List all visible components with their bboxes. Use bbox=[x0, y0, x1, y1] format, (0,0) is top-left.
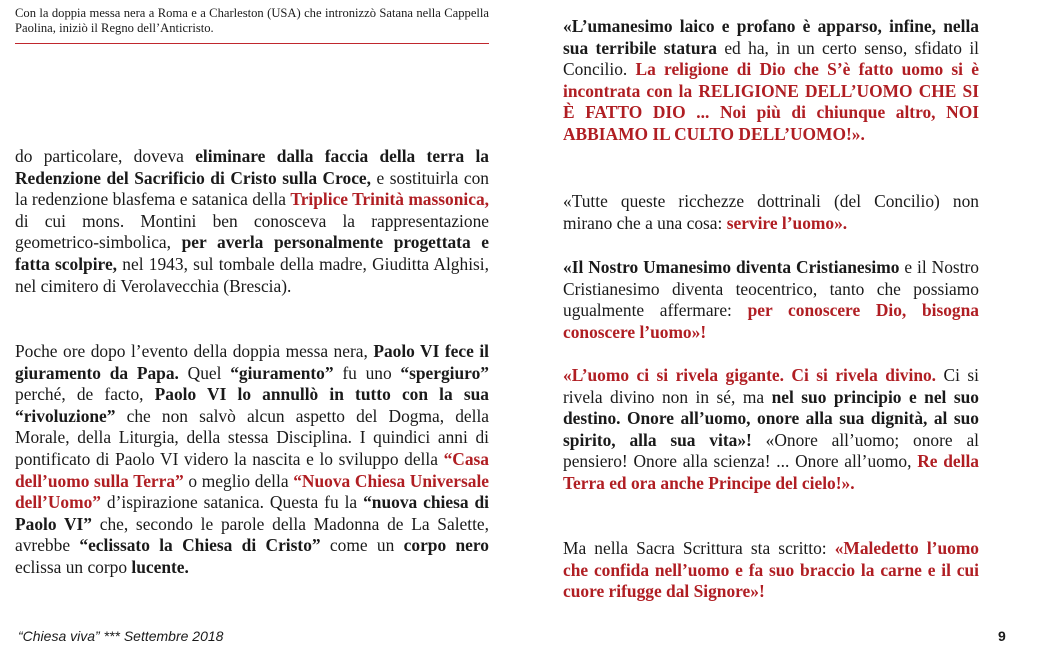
text-run: nel suo principio e nel suo destino. Onore all’uomo, onore alla sua dignità, al suo spirito, alla sua vita»! bbox=[563, 386, 979, 450]
text-run: “Nuova Chiesa Universale dell’Uomo” bbox=[15, 470, 490, 513]
text-run: «L’uomo ci si rivela gigante. Ci si rivela divino. bbox=[563, 365, 937, 385]
right-paragraph-3-wrap bbox=[563, 257, 979, 343]
right-paragraph-5-wrap bbox=[563, 538, 979, 603]
text-run: nel 1943, sul tombale della madre, Giuditta Alghisi, nel cimitero di Verolavecchia (Brescia). bbox=[15, 253, 489, 296]
text-run: che non salvò alcun aspetto del Dogma, della Morale, della Liturgia, della stessa Disciplina. I quindici anni di pontificato di Paolo VI videro la nascita e lo sviluppo della bbox=[15, 405, 489, 469]
text-run: Poche ore dopo l’evento della doppia messa nera, bbox=[15, 341, 374, 361]
text-run: Ma nella Sacra Scrittura sta scritto: bbox=[563, 538, 835, 558]
text-run: Ci si rivela divino non in sé, ma bbox=[563, 365, 979, 407]
text-run: Re della Terra ed ora anche Principe del cielo!». bbox=[563, 451, 979, 493]
text-run: Paolo VI lo annullò in tutto con la sua “rivoluzione” bbox=[15, 384, 489, 426]
text-run: per averla personalmente progettata e fatta scolpire, bbox=[15, 232, 489, 274]
left-column bbox=[15, 146, 489, 297]
text-run: «Onore all’uomo; onore al pensiero! Onore alla scienza! ... Onore all’uomo, bbox=[563, 429, 980, 472]
left-paragraph-1 bbox=[15, 146, 489, 297]
text-run: «Tutte queste ricchezze dottrinali (del Concilio) non mirano che a una cosa: bbox=[563, 191, 979, 233]
text-run: do particolare, doveva bbox=[15, 146, 196, 166]
right-paragraph-1-wrap bbox=[563, 16, 979, 146]
text-run: ed ha, in un certo senso, sfidato il Concilio. bbox=[563, 37, 980, 80]
right-paragraph-4-wrap bbox=[563, 365, 979, 495]
text-run: o meglio della bbox=[183, 470, 294, 491]
image-caption: Con la doppia messa nera a Roma e a Charleston (USA) che intronizzò Satana nella Cappella Paolina, iniziò il Regno dell’Anticristo. bbox=[15, 6, 489, 35]
right-paragraph-5 bbox=[563, 538, 979, 603]
text-run: «Maledetto l’uomo che confida nell’uomo e fa suo braccio la carne e il cui cuore rifugge dal Signore»! bbox=[563, 538, 979, 602]
right-paragraph-2 bbox=[563, 191, 979, 234]
text-run: «Il Nostro Umanesimo diventa Cristianesimo bbox=[563, 257, 900, 277]
left-paragraph-2 bbox=[15, 341, 489, 579]
caption-divider bbox=[15, 43, 489, 44]
text-run: per conoscere Dio, bisogna conoscere l’uomo»! bbox=[563, 300, 979, 342]
right-paragraph-1 bbox=[563, 16, 979, 146]
right-paragraph-4 bbox=[563, 365, 979, 495]
text-run: “nuova chiesa di Paolo VI” bbox=[15, 492, 490, 534]
text-run: “Casa dell’uomo sulla Terra” bbox=[15, 448, 489, 491]
text-run: “eclissato la Chiesa di Cristo” bbox=[79, 535, 321, 556]
left-column-2 bbox=[15, 341, 489, 579]
text-run: La religione di Dio che S’è fatto uomo si è incontrata con la RELIGIONE DELL’UOMO CHE SI È FATTO DIO ... Noi più di chiunque altro, NOI ABBIAMO IL CULTO DELL’UOMO!». bbox=[563, 59, 979, 144]
text-run: corpo nero bbox=[403, 535, 490, 556]
text-run: e il Nostro Cristianesimo diventa teocentrico, tanto che possiamo ugualmente affermare: bbox=[563, 257, 979, 321]
text-run: come un bbox=[320, 535, 404, 556]
text-run: “giuramento” bbox=[230, 362, 334, 383]
text-run: “spergiuro” bbox=[400, 362, 489, 383]
text-run: lucente. bbox=[131, 556, 189, 577]
text-run: perché, de facto, bbox=[15, 384, 155, 405]
text-run: di cui mons. Montini ben conosceva la rappresentazione geometrico-simbolica, bbox=[15, 210, 489, 253]
text-run: eliminare dalla faccia della terra la Redenzione del Sacrificio di Cristo sulla Croce, bbox=[15, 146, 489, 188]
right-paragraph-3 bbox=[563, 257, 979, 343]
footer-publication: “Chiesa viva” *** Settembre 2018 bbox=[18, 628, 224, 644]
page-number: 9 bbox=[998, 628, 1006, 644]
text-run: e sostituirla con la redenzione blasfema e satanica della bbox=[15, 167, 489, 210]
text-run: Paolo VI fece il giuramento da Papa. bbox=[15, 341, 489, 383]
text-run: eclissa un corpo bbox=[15, 556, 132, 577]
text-run: «L’umanesimo laico e profano è apparso, infine, nella sua terribile statura bbox=[563, 16, 979, 58]
right-paragraph-2-wrap bbox=[563, 191, 979, 234]
text-run: fu uno bbox=[333, 362, 401, 383]
text-run: che, secondo le parole della Madonna de La Salette, avrebbe bbox=[15, 513, 489, 556]
text-run: Quel bbox=[178, 362, 231, 383]
text-run: Triplice Trinità massonica, bbox=[290, 189, 489, 210]
text-run: d’ispirazione satanica. Questa fu la bbox=[100, 492, 364, 513]
text-run: servire l’uomo». bbox=[726, 212, 848, 233]
